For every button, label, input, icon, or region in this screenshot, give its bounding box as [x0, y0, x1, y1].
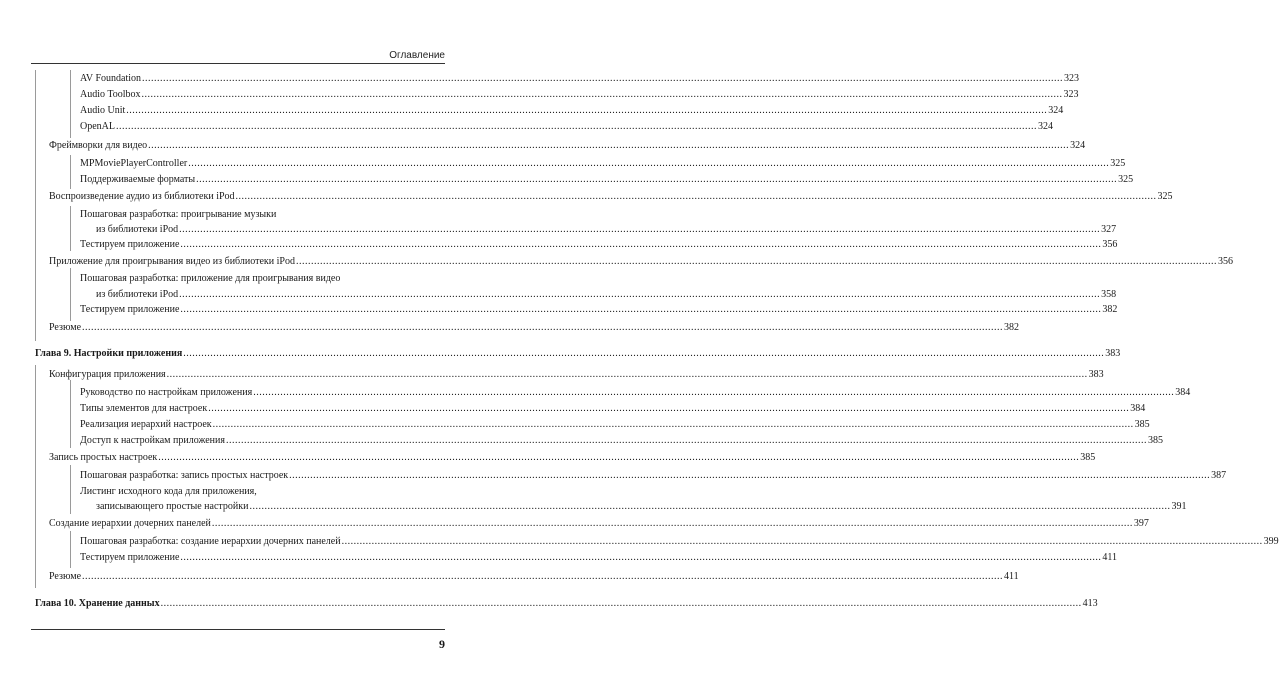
subsection-bar	[70, 531, 71, 568]
entry-title: Поддерживаемые форматы	[80, 174, 196, 185]
entry-page: 382	[1102, 304, 1118, 315]
entry-title-line1: Пошаговая разработка: проигрывание музыки	[80, 209, 277, 220]
toc-entry[interactable]	[80, 470, 1227, 482]
toc-entry[interactable]	[49, 571, 1019, 583]
subsection-bar	[70, 268, 71, 321]
dot-leader	[289, 470, 1210, 482]
chapter-title: Глава 10. Хранение данных	[35, 598, 160, 609]
subsection-bar	[70, 70, 71, 138]
entry-title: Запись простых настроек	[49, 452, 158, 463]
toc-entry[interactable]	[80, 239, 1118, 251]
dot-leader	[296, 256, 1217, 268]
footer-rule	[31, 629, 445, 630]
entry-page: 413	[1082, 598, 1098, 609]
entry-title: Реализация иерархий настроек	[80, 419, 212, 430]
toc-entry[interactable]	[80, 435, 1163, 447]
dot-leader	[148, 140, 1069, 152]
entry-title: AV Foundation	[80, 73, 142, 84]
toc-entry[interactable]	[80, 89, 1079, 101]
entry-title-line1: Пошаговая разработка: приложение для проигрывания видео	[80, 273, 341, 284]
dot-leader	[180, 304, 1101, 316]
entry-title: Резюме	[49, 571, 82, 582]
toc-entry[interactable]	[49, 191, 1173, 203]
entry-title: Конфигурация приложения	[49, 369, 166, 380]
entry-title-line2: из библиотеки iPod	[96, 224, 179, 235]
entry-title-line2: из библиотеки iPod	[96, 289, 179, 300]
dot-leader	[208, 403, 1129, 415]
toc-entry[interactable]	[49, 256, 1233, 268]
chapter-title: Глава 9. Настройки приложения	[35, 348, 183, 359]
toc-entry[interactable]	[96, 289, 1117, 301]
dot-leader	[180, 552, 1101, 564]
entry-title: OpenAL	[80, 121, 115, 132]
entry-title: Типы элементов для настроек	[80, 403, 208, 414]
running-header: Оглавление	[389, 50, 445, 61]
toc-entry[interactable]	[80, 174, 1134, 186]
entry-title: Создание иерархии дочерних панелей	[49, 518, 211, 529]
toc-entry[interactable]	[80, 403, 1146, 415]
entry-title: Audio Toolbox	[80, 89, 141, 100]
dot-leader	[180, 239, 1101, 251]
dot-leader	[179, 289, 1100, 301]
entry-title: Доступ к настройкам приложения	[80, 435, 225, 446]
toc-entry[interactable]	[80, 387, 1191, 399]
dot-leader	[188, 158, 1109, 170]
dot-leader	[82, 571, 1003, 583]
entry-page: 391	[1171, 501, 1187, 512]
section-bar	[35, 365, 36, 588]
dot-leader	[342, 536, 1263, 548]
entry-page: 397	[1133, 518, 1149, 529]
dot-leader	[196, 174, 1117, 186]
entry-title: MPMoviePlayerController	[80, 158, 188, 169]
toc-entry[interactable]	[49, 322, 1020, 334]
entry-page: 356	[1102, 239, 1118, 250]
entry-title: Фреймворки для видео	[49, 140, 148, 151]
entry-page: 384	[1175, 387, 1191, 398]
toc-entry[interactable]	[49, 518, 1149, 530]
dot-leader	[142, 73, 1063, 85]
entry-title: Тестируем приложение	[80, 552, 180, 563]
chapter-entry[interactable]	[35, 348, 1121, 360]
dot-leader	[236, 191, 1157, 203]
dot-leader	[82, 322, 1003, 334]
entry-title: Пошаговая разработка: запись простых настроек	[80, 470, 289, 481]
dot-leader	[213, 419, 1134, 431]
toc-entry[interactable]	[80, 552, 1118, 564]
entry-title: Тестируем приложение	[80, 304, 180, 315]
toc-entry[interactable]	[96, 501, 1187, 513]
toc-entry[interactable]	[80, 304, 1118, 316]
dot-leader	[212, 518, 1133, 530]
entry-title: Воспроизведение аудио из библиотеки iPod	[49, 191, 235, 202]
section-bar	[35, 70, 36, 341]
dot-leader	[158, 452, 1079, 464]
entry-page: 324	[1048, 105, 1064, 116]
chapter-entry[interactable]	[35, 598, 1098, 610]
entry-title: Руководство по настройкам приложения	[80, 387, 253, 398]
subsection-bar	[70, 155, 71, 189]
dot-leader	[116, 121, 1037, 133]
entry-page: 383	[1105, 348, 1121, 359]
toc-entry[interactable]	[49, 452, 1096, 464]
dot-leader	[183, 348, 1104, 360]
dot-leader	[142, 89, 1063, 101]
entry-page: 385	[1134, 419, 1150, 430]
entry-page: 411	[1004, 571, 1019, 582]
entry-title: Тестируем приложение	[80, 239, 180, 250]
entry-title: Audio Unit	[80, 105, 126, 116]
entry-page: 324	[1038, 121, 1053, 132]
dot-leader	[167, 369, 1088, 381]
entry-page: 356	[1217, 256, 1233, 267]
subsection-bar	[70, 380, 71, 448]
entry-page: 382	[1004, 322, 1020, 333]
toc-entry[interactable]	[96, 224, 1117, 236]
entry-page: 323	[1063, 89, 1079, 100]
dot-leader	[161, 598, 1082, 610]
entry-title: Приложение для проигрывания видео из библиотеки iPod	[49, 256, 295, 267]
dot-leader	[179, 224, 1100, 236]
entry-page: 383	[1088, 369, 1104, 380]
toc-entry[interactable]	[80, 105, 1064, 117]
page-number: 9	[439, 637, 445, 651]
entry-title: Резюме	[49, 322, 82, 333]
entry-page: 327	[1101, 224, 1117, 235]
toc-entry[interactable]	[80, 158, 1126, 170]
entry-page: 325	[1118, 174, 1134, 185]
subsection-bar	[70, 465, 71, 514]
toc-entry[interactable]	[80, 419, 1150, 431]
toc-entry[interactable]	[80, 121, 1053, 133]
toc-entry[interactable]	[49, 369, 1104, 381]
dot-leader	[249, 501, 1170, 513]
entry-page: 399	[1263, 536, 1279, 547]
entry-title-line2: записывающего простые настройки	[96, 501, 249, 512]
entry-page: 411	[1102, 552, 1118, 563]
entry-page: 387	[1211, 470, 1227, 481]
entry-title-line1: Листинг исходного кода для приложения,	[80, 486, 257, 497]
dot-leader	[226, 435, 1147, 447]
entry-page: 323	[1064, 73, 1080, 84]
entry-page: 385	[1147, 435, 1163, 446]
toc-entry[interactable]	[49, 140, 1086, 152]
dot-leader	[253, 387, 1174, 399]
entry-page: 324	[1070, 140, 1086, 151]
dot-leader	[126, 105, 1047, 117]
entry-page: 384	[1130, 403, 1146, 414]
entry-page: 325	[1110, 158, 1126, 169]
entry-page: 358	[1101, 289, 1117, 300]
entry-page: 385	[1080, 452, 1096, 463]
entry-page: 325	[1157, 191, 1173, 202]
header-rule	[31, 63, 445, 64]
toc-entry[interactable]	[80, 536, 1279, 548]
toc-entry[interactable]	[80, 73, 1080, 85]
subsection-bar	[70, 206, 71, 251]
entry-title: Пошаговая разработка: создание иерархии дочерних панелей	[80, 536, 341, 547]
